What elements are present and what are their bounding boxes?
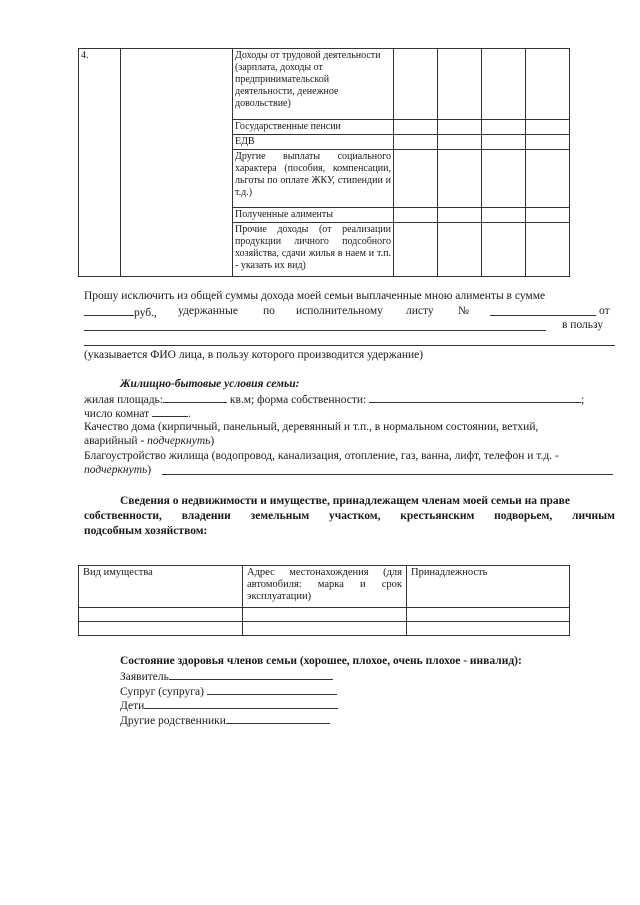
table-row — [79, 566, 570, 608]
children-health-field[interactable] — [144, 697, 338, 709]
quality-line2: аварийный - подчеркнуть) — [84, 435, 215, 447]
rooms-field[interactable] — [152, 405, 188, 417]
area-field[interactable] — [163, 391, 227, 403]
area-line: жилая площадь: кв.м; форма собственности: ; — [84, 391, 584, 407]
recipient-field-line[interactable] — [84, 345, 615, 346]
quality-line1: Качество дома (кирпичный, панельный, деревянный и т.п., в нормальном состоянии, ветхий, — [84, 421, 539, 433]
income-item: Доходы от трудовой деятельности (зарплата, доходы от предпринимательской деятельности, денежное довольствие) — [233, 49, 394, 120]
table-row — [79, 622, 570, 636]
applicant-health-field[interactable] — [169, 668, 333, 680]
health-spouse: Супруг (супруга) — [120, 683, 337, 699]
health-applicant: Заявитель — [120, 668, 333, 684]
alimony-note: (указывается ФИО лица, в пользу которого производится удержание) — [84, 349, 424, 361]
housing-heading: Жилищно-бытовые условия семьи: — [120, 378, 300, 390]
amount-field[interactable] — [84, 304, 134, 316]
table-row — [79, 608, 570, 622]
property-heading-line2: собственности, владении земельным участком, крестьянским подворьем, личным — [84, 510, 615, 522]
ownership-field[interactable] — [369, 391, 581, 403]
health-children: Дети — [120, 697, 338, 713]
alimony-line2: руб., удержанные по исполнительному листу № от — [84, 304, 615, 320]
v-polzu: в пользу — [562, 319, 604, 331]
amenities-line1: Благоустройство жилища (водопровод, канализация, отопление, газ, ванна, лифт, телефон и т.д. - — [84, 450, 559, 462]
health-heading: Состояние здоровья членов семьи (хорошее, плохое, очень плохое - инвалид): — [120, 655, 522, 667]
row-number-cell — [79, 49, 121, 277]
writ-number-field[interactable] — [490, 304, 596, 316]
property-heading-line3: подсобным хозяйством: — [84, 525, 208, 537]
rooms-line: число комнат . — [84, 405, 191, 421]
property-table — [78, 565, 570, 636]
row-number: 4. — [81, 50, 89, 61]
alimony-line1: Прошу исключить из общей суммы дохода моей семьи выплаченные мною алименты в сумме — [84, 290, 546, 302]
health-relatives: Другие родственники — [120, 712, 330, 728]
date-field-line[interactable] — [84, 330, 546, 331]
spouse-health-field[interactable] — [207, 683, 337, 695]
col-header-property: Вид имущества — [79, 566, 243, 608]
income-item: ЕДВ — [233, 135, 394, 150]
income-item: Другие выплаты социального характера (пособия, компенсации, льготы по оплате ЖКУ, стипендии и т.д.) — [233, 150, 394, 208]
member-cell — [121, 49, 233, 277]
table-row — [79, 49, 570, 120]
income-item: Прочие доходы (от реализации продукции личного подсобного хозяйства, сдачи жилья в наем и т.п. - указать их вид) — [233, 223, 394, 277]
property-heading-line1: Сведения о недвижимости и имуществе, принадлежащем членам моей семьи на праве — [120, 495, 570, 507]
col-header-address: Адрес местонахождения (для автомобиля: марка и срок эксплуатации) — [243, 566, 407, 608]
income-item: Полученные алименты — [233, 208, 394, 223]
amenities-field[interactable] — [162, 463, 613, 475]
income-table — [78, 48, 570, 277]
relatives-health-field[interactable] — [226, 712, 330, 724]
income-item: Государственные пенсии — [233, 120, 394, 135]
col-header-ownership: Принадлежность — [407, 566, 570, 608]
amenities-line2: подчеркнуть) — [84, 463, 615, 477]
